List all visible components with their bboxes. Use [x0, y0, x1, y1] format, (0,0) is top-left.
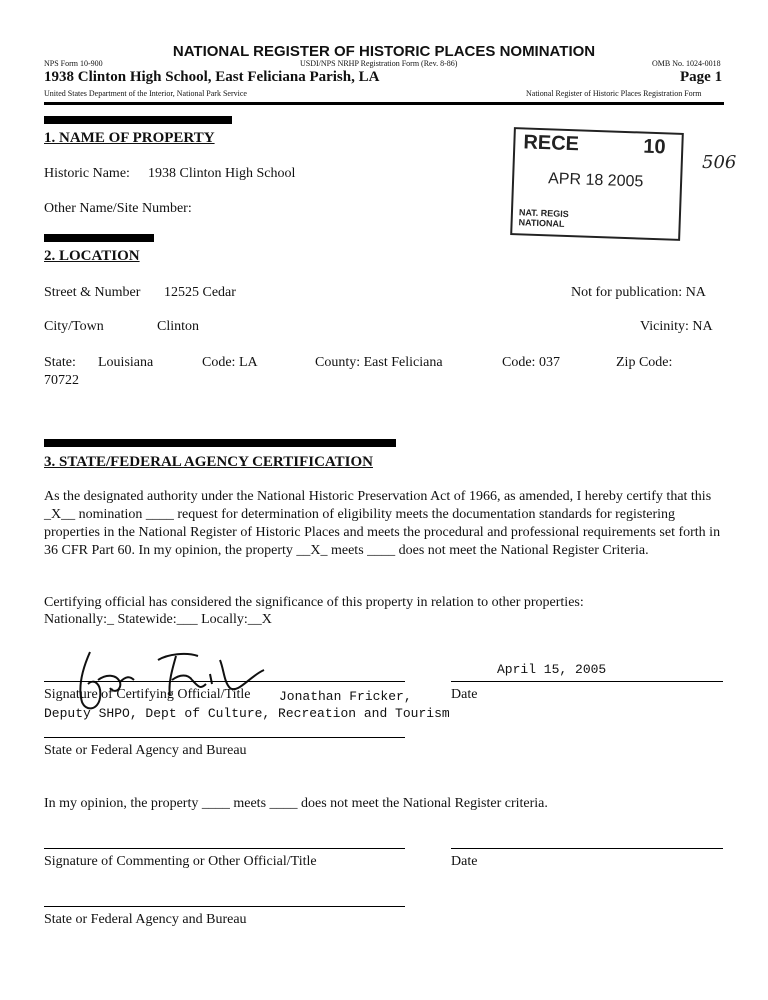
significance-line: Certifying official has considered the significance of this property in relation to other properties: [44, 595, 584, 610]
state-code: Code: LA [202, 355, 258, 370]
commenting-signature-line [44, 848, 405, 849]
stamp-nat-regis: NAT. REGIS NATIONAL [518, 207, 569, 229]
signature-label: Signature of Certifying Official/Title [44, 687, 251, 702]
agency-line [44, 737, 405, 738]
zip-value: 70722 [44, 373, 79, 388]
historic-name-value: 1938 Clinton High School [148, 166, 296, 181]
stamp-received-tail: 10 [642, 135, 666, 159]
stamp-received: RECE [523, 131, 580, 156]
street-label: Street & Number [44, 285, 141, 300]
county: County: East Feliciana [315, 355, 443, 370]
section3-heading: 3. STATE/FEDERAL AGENCY CERTIFICATION [44, 454, 373, 470]
property-header-line: 1938 Clinton High School, East Feliciana Parish, LA [44, 69, 380, 85]
zip-label: Zip Code: [616, 355, 673, 370]
other-name-label: Other Name/Site Number: [44, 201, 192, 216]
agency-line-2 [44, 906, 405, 907]
street-value: 12525 Cedar [164, 285, 236, 300]
not-for-publication: Not for publication: NA [571, 285, 706, 300]
received-stamp [510, 127, 684, 241]
date-line [451, 681, 723, 682]
opinion-line: In my opinion, the property ____ meets ____ does not meet the National Register criteria. [44, 796, 548, 811]
header-rule [44, 102, 724, 105]
section1-heading: 1. NAME OF PROPERTY [44, 130, 215, 146]
county-code: Code: 037 [502, 355, 560, 370]
agency-label: State or Federal Agency and Bureau [44, 743, 247, 758]
section2-bar [44, 234, 154, 242]
certification-date: April 15, 2005 [497, 662, 607, 677]
section3-bar [44, 439, 396, 447]
handwritten-note: 506 [702, 152, 737, 173]
certification-paragraph: As the designated authority under the National Historic Preservation Act of 1966, as amended, I hereby certify that this _X__ nomination ____ request for determination of eligibility meets the documentation standards for registering properties in the National Register of Historic Places and meets the procedural and professional requirements set forth in 36 CFR Part 60. In my opinion, the property __X_ meets ____ does not meet the National Register Criteria. [44, 489, 721, 558]
vicinity: Vicinity: NA [640, 319, 713, 334]
commenting-date-label: Date [451, 854, 478, 869]
historic-name-label: Historic Name: [44, 166, 130, 181]
form-number: NPS Form 10-900 [44, 59, 103, 68]
registration-form-subtitle: National Register of Historic Places Registration Form [526, 89, 702, 98]
commenting-signature-label: Signature of Commenting or Other Official/Title [44, 854, 317, 869]
page-number: Page 1 [680, 69, 723, 85]
form-main-title: NATIONAL REGISTER OF HISTORIC PLACES NOMINATION [172, 43, 596, 60]
official-name: Jonathan Fricker, [279, 689, 412, 704]
date-label: Date [451, 687, 478, 702]
state-label: State: [44, 355, 76, 370]
city-label: City/Town [44, 319, 104, 334]
section2-heading: 2. LOCATION [44, 248, 140, 264]
section1-bar [44, 116, 232, 124]
city-value: Clinton [157, 319, 200, 334]
significance-levels: Nationally:_ Statewide:___ Locally:__X [44, 612, 272, 627]
stamp-date: APR 18 2005 [547, 170, 644, 191]
omb-number: OMB No. 1024-0018 [652, 59, 721, 68]
official-title: Deputy SHPO, Dept of Culture, Recreation and Tourism [44, 706, 450, 721]
state-value: Louisiana [98, 355, 154, 370]
registration-form-version: USDI/NPS NRHP Registration Form (Rev. 8-86) [300, 59, 458, 68]
agency-label-2: State or Federal Agency and Bureau [44, 912, 247, 927]
department-line: United States Department of the Interior, National Park Service [44, 89, 247, 98]
signature-line [44, 681, 405, 682]
commenting-date-line [451, 848, 723, 849]
